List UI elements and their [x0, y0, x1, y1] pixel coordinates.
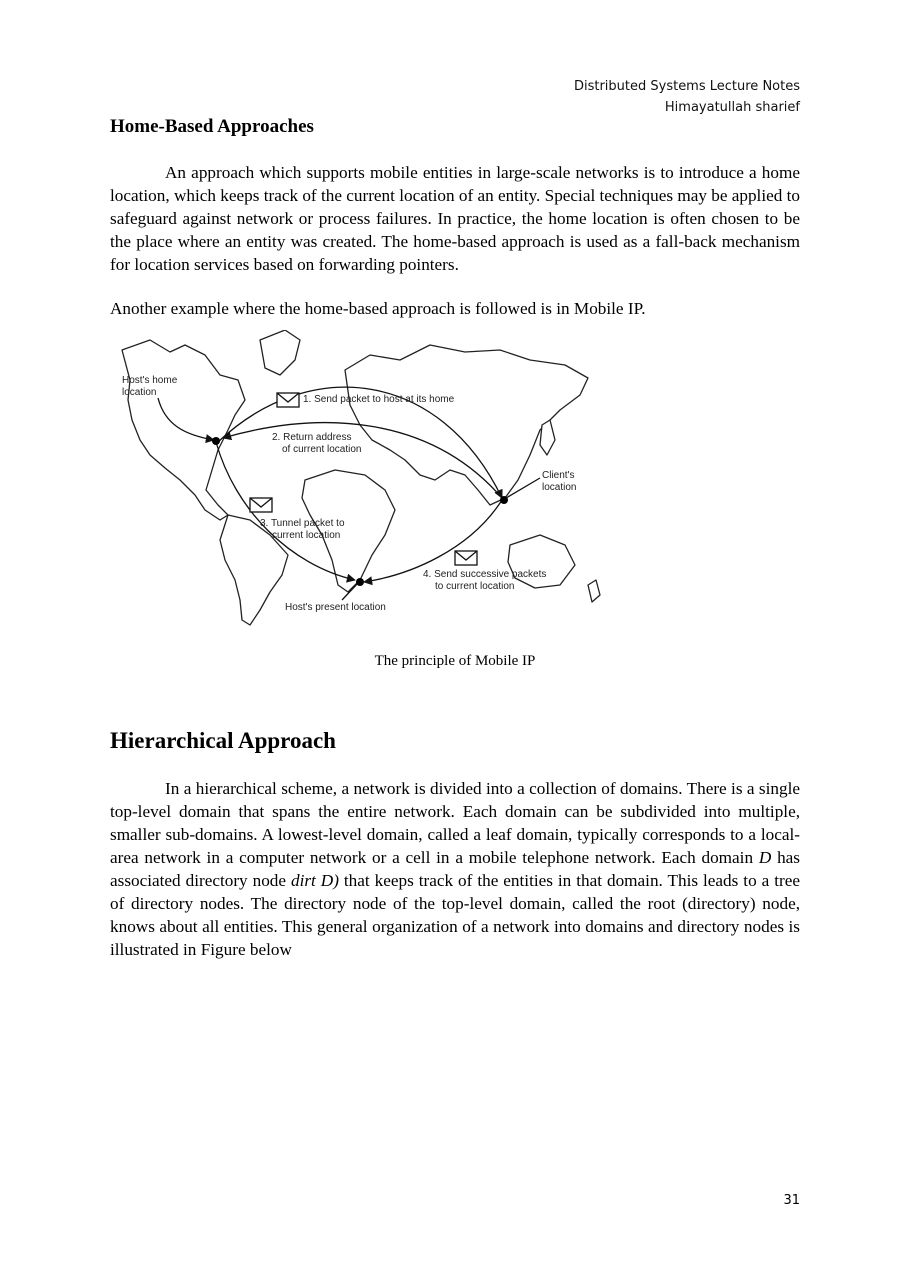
label-step3-2: current location — [272, 530, 341, 541]
figure-caption: The principle of Mobile IP — [374, 653, 536, 669]
label-step2-2: of current location — [282, 444, 362, 455]
section-title-home-based: Home-Based Approaches — [110, 116, 314, 137]
label-step4-1: 4. Send successive packets — [423, 569, 547, 580]
para-italic-dir: dirt D) — [290, 871, 339, 890]
header-author: Himayatullah sharief — [664, 100, 800, 115]
page-header — [574, 76, 800, 118]
greenland-shape — [260, 330, 300, 375]
section-title-hierarchical: Hierarchical Approach — [110, 728, 336, 753]
home-based-paragraph: An approach which supports mobile entities in large-scale networks is to introduce a home location, which keeps track of the current location of an entity. Special techniques may be applied to safeguard against network or process failures. In practice, the home location is often chosen to be the place where an entity was created. The home-based approach is used as a fall-back mechanism for location services based on forwarding pointers. — [110, 163, 800, 274]
label-client-2: location — [542, 482, 577, 493]
label-step1: 1. Send packet to host at its home — [303, 394, 455, 405]
hierarchical-paragraph — [110, 777, 800, 961]
label-step4-2: to current location — [435, 581, 515, 592]
para-text-2: has associated directory node — [110, 848, 800, 890]
world-map-diagram — [110, 330, 610, 635]
label-present-location: Host's present location — [285, 602, 386, 613]
para-text-3: that keeps track of the entities in that domain. This leads to a tree of directory nodes. The directory node of the top-level domain, called the root (directory) node, knows about all entities. This general organization of a network into domains and directory nodes is illustrated in Figure below — [110, 871, 800, 959]
envelope-icon — [455, 551, 477, 565]
page-number: 31 — [783, 1193, 800, 1208]
label-client-1: Client's — [542, 470, 575, 481]
japan-shape — [540, 420, 555, 455]
mobile-ip-figure — [110, 330, 610, 635]
new-zealand-shape — [588, 580, 600, 602]
label-home-location-1: Host's home — [122, 375, 178, 386]
para-text-1: In a hierarchical scheme, a network is divided into a collection of domains. There is a single top-level domain that spans the entire network. Each domain can be subdivided into multiple, smaller sub-domains. A lowest-level domain, called a leaf domain, typically corresponds to a local-area network in a computer network or a cell in a mobile telephone network. Each domain — [110, 779, 800, 867]
home-location-dot — [212, 437, 220, 445]
label-step2-1: 2. Return address — [272, 432, 352, 443]
client-location-dot — [500, 496, 508, 504]
mobile-ip-intro: Another example where the home-based approach is followed is in Mobile IP. — [110, 299, 646, 318]
envelope-icon — [277, 393, 299, 407]
para-italic-d: D — [758, 848, 772, 867]
label-home-location-2: location — [122, 387, 157, 398]
present-location-dot — [356, 578, 364, 586]
australia-shape — [508, 535, 575, 588]
envelope-icon — [250, 498, 272, 512]
header-course: Distributed Systems Lecture Notes — [573, 79, 800, 94]
label-step3-1: 3. Tunnel packet to — [260, 518, 345, 529]
